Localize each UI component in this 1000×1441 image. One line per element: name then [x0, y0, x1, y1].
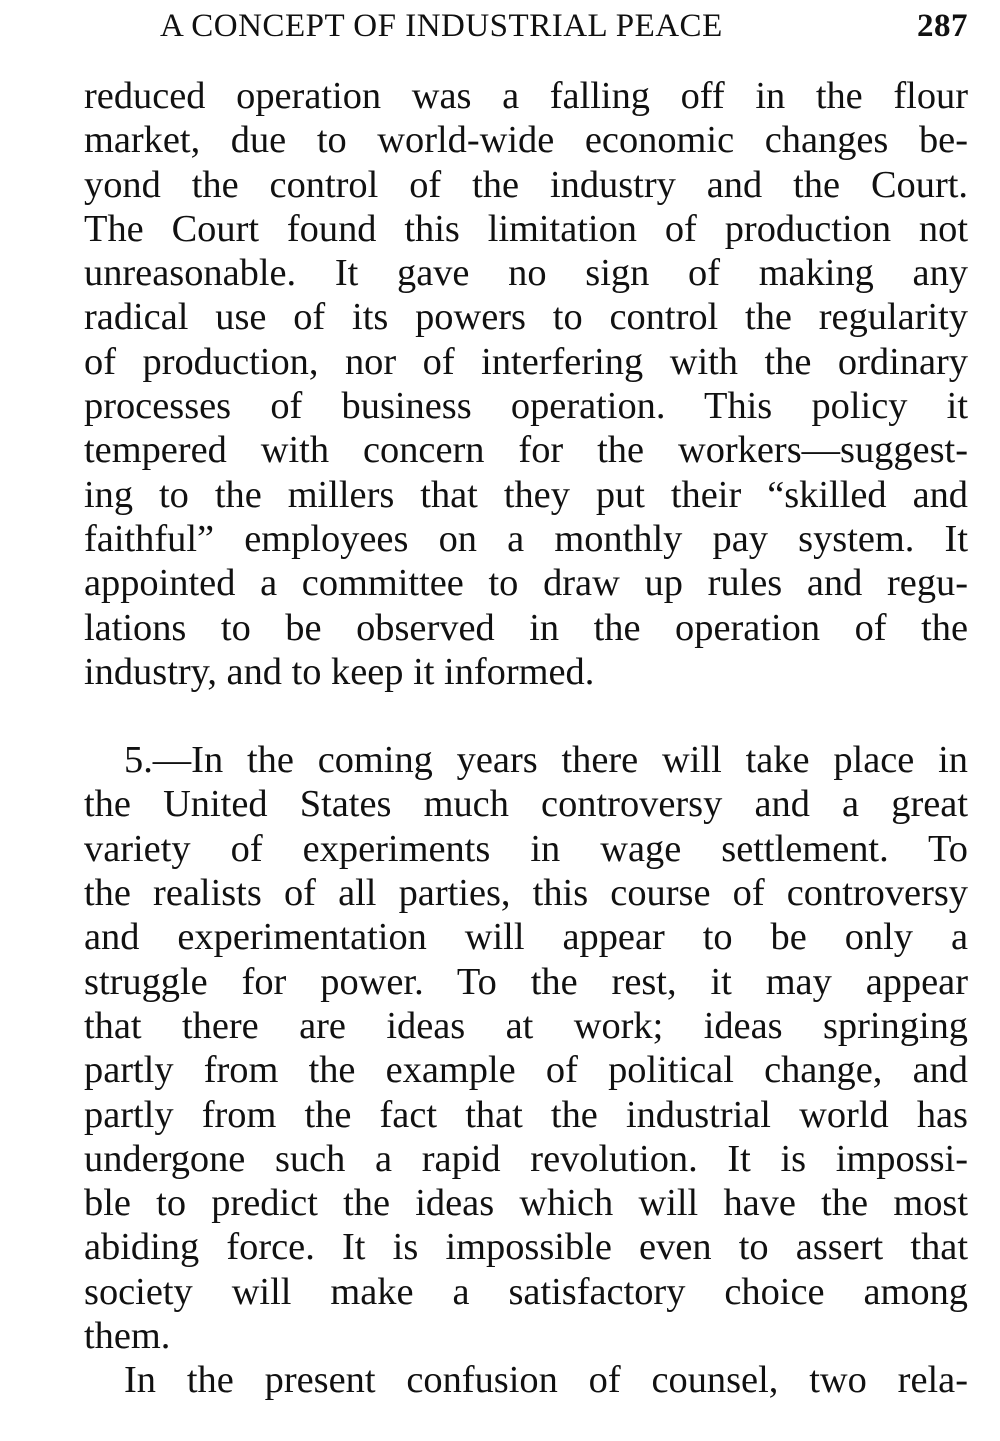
text-line: partly from the fact that the industrial world has: [84, 1093, 968, 1136]
text-line: In the present confusion of counsel, two rela-: [124, 1359, 968, 1402]
text-line: industry, and to keep it informed.: [84, 650, 595, 693]
text-line: unreasonable. It gave no sign of making any: [84, 252, 968, 295]
text-line: The Court found this limitation of production not: [84, 207, 968, 250]
paragraph-3: [84, 1358, 968, 1402]
text-line: of production, nor of interfering with the ordinary: [84, 340, 968, 383]
text-line: faithful” employees on a monthly pay system. It: [84, 517, 968, 560]
text-line: lations to be observed in the operation of the: [84, 606, 968, 649]
text-line: reduced operation was a falling off in the flour: [84, 75, 968, 117]
text-line: 5.—In the coming years there will take place in: [124, 739, 968, 782]
text-line: ble to predict the ideas which will have the most: [84, 1182, 968, 1225]
text-line: ing to the millers that they put their “skilled and: [84, 473, 968, 516]
text-line: the United States much controversy and a great: [84, 783, 968, 826]
text-line: society will make a satisfactory choice among: [84, 1270, 968, 1313]
text-line: them.: [84, 1315, 171, 1358]
text-line: appointed a committee to draw up rules and regu-: [84, 562, 968, 605]
page-number: 287: [917, 8, 968, 44]
text-line: that there are ideas at work; ideas springing: [84, 1004, 968, 1047]
text-line: undergone such a rapid revolution. It is impossi-: [84, 1137, 968, 1180]
body-text: [84, 74, 968, 1403]
text-line: variety of experiments in wage settlement. To: [84, 827, 968, 870]
text-line: processes of business operation. This policy it: [84, 385, 968, 428]
text-line: tempered with concern for the workers—suggest-: [84, 429, 968, 472]
text-line: partly from the example of political change, and: [84, 1049, 968, 1092]
paragraph-2: [84, 738, 968, 1358]
text-line: radical use of its powers to control the regularity: [84, 296, 968, 339]
text-line: and experimentation will appear to be only a: [84, 916, 968, 959]
text-line: struggle for power. To the rest, it may appear: [84, 960, 968, 1003]
text-line: the realists of all parties, this course of controversy: [84, 872, 968, 915]
text-line: abiding force. It is impossible even to assert that: [84, 1226, 968, 1269]
text-line: yond the control of the industry and the Court.: [84, 163, 968, 206]
paragraph-1: [84, 74, 968, 694]
running-head-title: A CONCEPT OF INDUSTRIAL PEACE: [160, 8, 723, 44]
text-line: market, due to world-wide economic changes be-: [84, 119, 968, 162]
